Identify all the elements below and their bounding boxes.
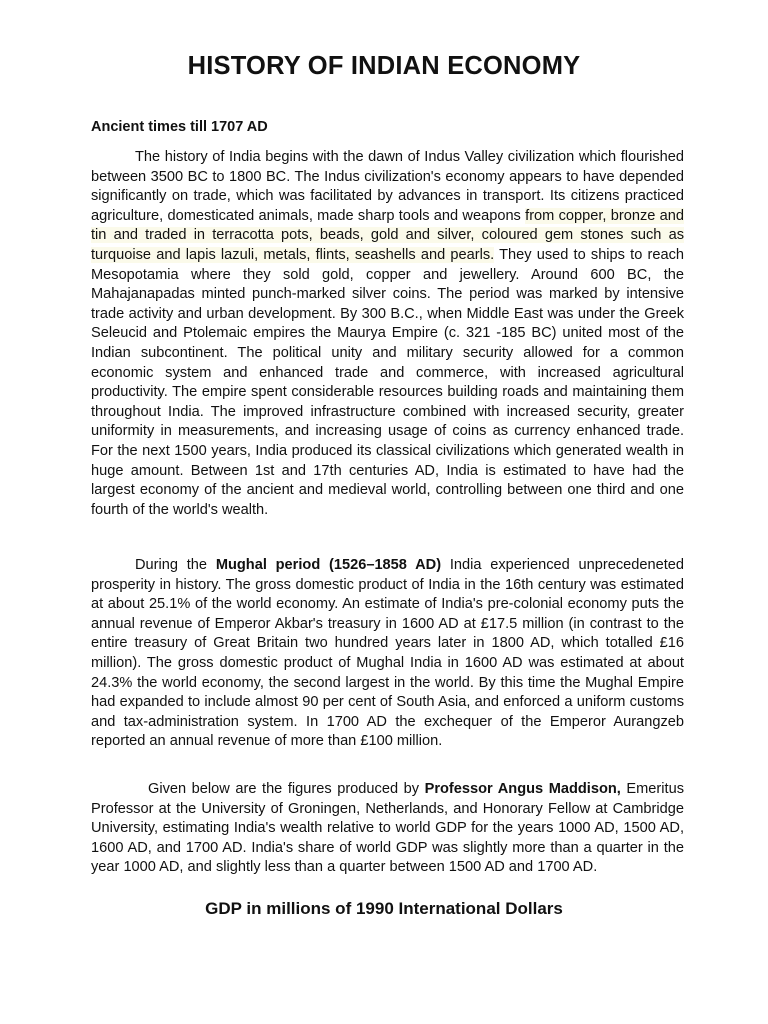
paragraph-text: India experienced unprecedeneted prosperity in history. The gross domestic product of India in the 16th century was estimated at about 25.1% of the world economy. An estimate of India's pre-colonial economy puts the annual revenue of Emperor Akbar's treasury in 1600 AD at £17.5 million (in contrast to the entire treasury of Great Britain two hundred years later in 1800 AD, which totalled £16 million). The gross domestic product of Mughal India in 1600 AD was estimated at about 24.3% the world economy, the second largest in the world. By this time the Mughal Empire had expanded to include almost 90 per cent of South Asia, and enforced a uniform customs and tax-administration system. In 1700 AD the exchequer of the Emperor Aurangzeb reported an annual revenue of more than £100 million. [91, 557, 685, 750]
paragraph-text: Emeritus Professor at the University of Groningen, Netherlands, and Honorary Fellow at Cambridge University, estimating India's wealth relative to world GDP for the years 1000 AD, 1500 AD, 1600 AD, and 1700 AD. India's share of world GDP was slightly more than a quarter in the year 1000 AD, and slightly less than a quarter between 1500 AD and 1700 AD. [91, 781, 684, 876]
document-title: HISTORY OF INDIAN ECONOMY [187, 52, 581, 80]
paragraph-mughal-period [91, 556, 684, 752]
highlighted-text: from copper, bronze and tin and traded in terracotta pots, beads, gold and silver, coloured gem stones such as turquoise and lapis lazuli, metals, flints, seashells and pearls. [91, 207, 684, 263]
table-caption: GDP in millions of 1990 International Dollars [205, 899, 563, 918]
paragraph-text: During the [135, 557, 216, 573]
bold-term: Professor Angus Maddison, [424, 781, 621, 797]
paragraph-text: They used to ships to reach Mesopotamia where they sold gold, copper and jewellery. Around 600 BC, the Mahajanapadas minted punch-marked silver coins. The period was marked by intensive trade activity and urban development. By 300 B.C., when Middle East was under the Greek Seleucid and Ptolemaic empires the Maurya Empire (c. 321 -185 BC) united most of the Indian subcontinent. The political unity and military security allowed for a common economic system and enhanced trade and commerce, with increased agricultural productivity. The empire spent considerable resources building roads and maintaining them throughout India. The improved infrastructure combined with increased security, greater uniformity in measurements, and increasing usage of coins as currency enhanced trade. For the next 1500 years, India produced its classical civilizations which generated wealth in huge amount. Between 1st and 17th centuries AD, India is estimated to have had the largest economy of the ancient and medieval world, controlling between one third and one fourth of the world's wealth. [91, 246, 684, 518]
paragraph-text: Given below are the figures produced by [148, 781, 425, 797]
bold-term: Mughal period (1526–1858 AD) [215, 557, 442, 573]
paragraph-maddison [91, 780, 684, 878]
paragraph-ancient-times [91, 148, 684, 520]
paragraph-text: The history of India begins with the dawn of Indus Valley civilization which flourished between 3500 BC to 1800 BC. The Indus civilization's economy appears to have depended significantly on trade, which was facilitated by advances in transport. Its citizens practiced agriculture, domesticated animals, made sharp tools and weapons [91, 149, 684, 224]
section-heading: Ancient times till 1707 AD [91, 119, 268, 135]
